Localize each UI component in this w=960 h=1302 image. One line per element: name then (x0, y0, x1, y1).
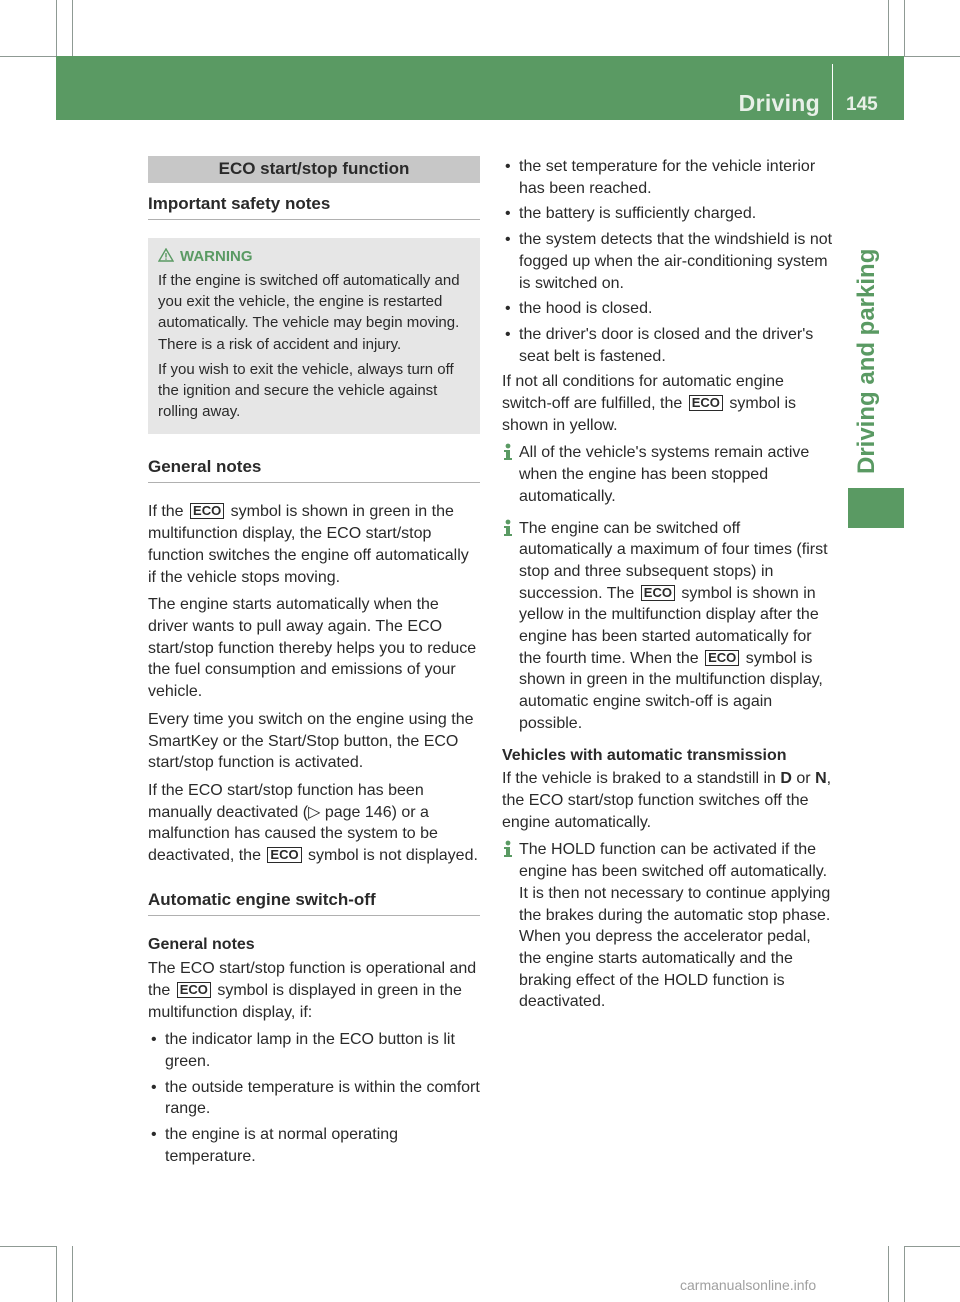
left-column (148, 156, 480, 1171)
list-item: • the set temperature for the vehicle interior has been reached. (502, 156, 836, 199)
page-reference-link[interactable]: page 146 (324, 803, 392, 821)
heading-automatic-transmission: Vehicles with automatic transmission (502, 746, 787, 764)
eco-symbol-icon: ECO (689, 395, 723, 411)
list-item: • the system detects that the windshield is not fogged up when the air-conditioning system is switched on. (502, 229, 836, 294)
info-note: The HOLD function can be activated if the engine has been switched off automatically. It is then not necessary to continue applying the brakes during the automatic stop phase. When you depress the accelerator pedal, the engine starts automatically and the braking effect of the HOLD function is deactivated. (502, 839, 836, 1013)
paragraph: If the ECO symbol is shown in green in the multifunction display, the ECO start/stop function switches the engine off automatically if the vehicle stops moving. (148, 503, 469, 586)
crop-mark (56, 1246, 57, 1302)
paragraph: Every time you switch on the engine using the SmartKey or the Start/Stop button, the ECO start/stop function is activated. (148, 710, 474, 772)
conditions-list (148, 1029, 480, 1167)
section-title: ECO start/stop function (148, 156, 480, 183)
header-divider (832, 64, 833, 120)
crop-mark (0, 56, 56, 57)
crop-mark (0, 1246, 56, 1247)
list-item: • the battery is sufficiently charged. (502, 203, 836, 225)
warning-box (148, 238, 480, 433)
heading-safety: Important safety notes (148, 193, 480, 221)
eco-symbol-icon: ECO (641, 585, 675, 601)
page-ref-arrow-icon: ▷ (308, 803, 321, 821)
info-icon (502, 519, 514, 537)
paragraph: The ECO start/stop function is operational and the ECO symbol is displayed in green in the multifunction display, if: (148, 960, 477, 1021)
list-item: • the driver's door is closed and the driver's seat belt is fastened. (502, 324, 836, 367)
subheading-general-notes: General notes (148, 936, 255, 954)
paragraph: If the ECO start/stop function has been manually deactivated (▷ page 146) or a malfunction has caused the system to be deactivated, the ECO symbol is not displayed. (148, 781, 478, 865)
warning-text: If you wish to exit the vehicle, always turn off the ignition and secure the vehicle against rolling away. (158, 360, 454, 421)
info-icon (502, 443, 514, 461)
eco-symbol-icon: ECO (267, 847, 301, 863)
paragraph: The engine starts automatically when the driver wants to pull away again. The ECO start/stop function thereby helps you to reduce the fuel consumption and emissions of your vehicle. (148, 596, 477, 701)
warning-text: If the engine is switched off automatically and you exit the vehicle, the engine is restarted automatically. The vehicle may begin moving. There is a risk of accident and injury. (158, 271, 460, 353)
heading-auto-switch-off: Automatic engine switch-off (148, 889, 480, 917)
crop-mark (72, 0, 73, 56)
info-note: All of the vehicle's systems remain active when the engine has been stopped automatically. (502, 442, 836, 507)
warning-label: WARNING (180, 248, 253, 266)
conditions-list-continued (502, 156, 836, 367)
warning-triangle-icon (158, 248, 174, 262)
list-item: • the engine is at normal operating temperature. (148, 1124, 480, 1167)
gear-d: D (780, 770, 792, 788)
paragraph: If the vehicle is braked to a standstill in D or N, the ECO start/stop function switches off the engine automatically. (502, 770, 832, 831)
list-item: • the outside temperature is within the comfort range. (148, 1077, 480, 1120)
chapter-title: Driving (738, 90, 820, 116)
eco-symbol-icon: ECO (190, 503, 224, 519)
crop-mark (904, 56, 960, 57)
crop-mark (888, 1246, 889, 1302)
list-item: • the indicator lamp in the ECO button is lit green. (148, 1029, 480, 1072)
gear-n: N (815, 770, 827, 788)
crop-mark (904, 1246, 960, 1247)
info-note: The engine can be switched off automatically a maximum of four times (first stop and three subsequent stops) in succession. The ECO symbol is shown in yellow in the multifunction display after the engine has been started automatically for the fourth time. When the ECO symbol is shown in green in the multifunction display, automatic engine switch-off is again possible. (502, 518, 836, 735)
crop-mark (904, 1246, 905, 1302)
heading-general-notes: General notes (148, 456, 480, 484)
list-item: • the hood is closed. (502, 298, 836, 320)
paragraph: If not all conditions for automatic engine switch-off are fulfilled, the ECO symbol is shown in yellow. (502, 373, 796, 434)
right-column (502, 156, 836, 1023)
crop-mark (888, 0, 889, 56)
crop-mark (72, 1246, 73, 1302)
eco-symbol-icon: ECO (705, 650, 739, 666)
side-tab-marker (848, 488, 904, 528)
watermark: carmanualsonline.info (680, 1277, 817, 1293)
page-number: 145 (846, 94, 878, 115)
crop-mark (904, 0, 905, 56)
side-tab-label: Driving and parking (853, 248, 880, 474)
crop-mark (56, 0, 57, 56)
warning-header (158, 246, 474, 267)
eco-symbol-icon: ECO (177, 982, 211, 998)
info-icon (502, 840, 514, 858)
